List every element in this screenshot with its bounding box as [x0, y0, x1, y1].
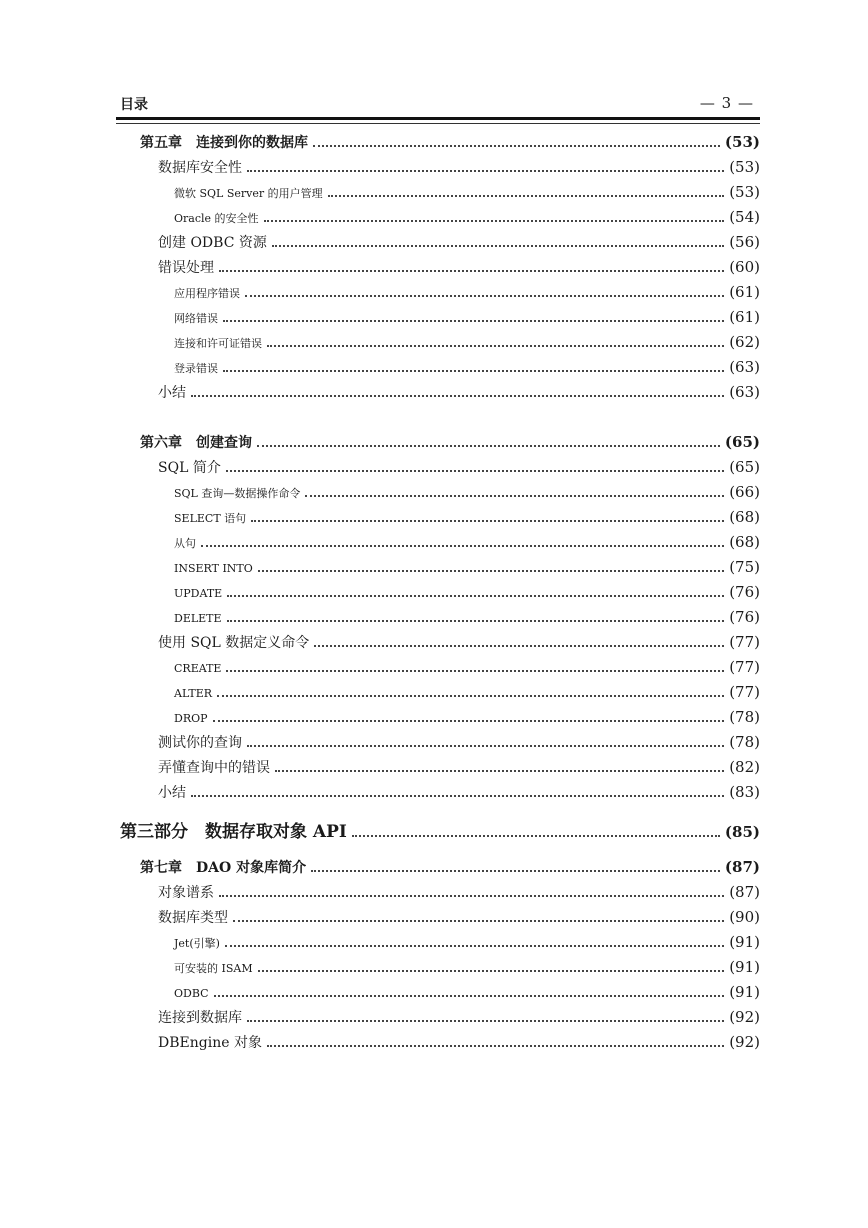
toc-entry — [174, 306, 760, 328]
toc-entry-title: SELECT 语句 — [174, 512, 247, 525]
toc-entry-title: SQL 简介 — [158, 460, 221, 476]
toc-leader-dots — [267, 345, 724, 347]
toc-entry-page: (78) — [729, 733, 760, 751]
toc-entry-page: (63) — [729, 358, 760, 376]
toc-entry-title: 连接到数据库 — [158, 1010, 242, 1026]
toc-leader-dots — [191, 795, 724, 797]
toc-entry — [158, 781, 760, 803]
toc-leader-dots — [225, 945, 724, 947]
toc-entry — [174, 356, 760, 378]
toc-leader-dots — [223, 320, 724, 322]
toc-leader-dots — [247, 745, 724, 747]
toc-leader-dots — [313, 145, 720, 147]
toc-entry-title: 登录错误 — [174, 362, 218, 375]
toc-entry — [174, 506, 760, 528]
toc-entry-page: (78) — [729, 708, 760, 726]
toc-entry-page: (90) — [729, 908, 760, 926]
toc-entry — [174, 581, 760, 603]
toc-entry-title: 小结 — [158, 785, 186, 801]
toc-entry — [174, 706, 760, 728]
toc-leader-dots — [311, 870, 720, 872]
toc-entry — [158, 881, 760, 903]
toc-entry — [158, 631, 760, 653]
toc-leader-dots — [223, 370, 724, 372]
toc-entry-title: 网络错误 — [174, 312, 218, 325]
toc-leader-dots — [305, 495, 724, 497]
toc-leader-dots — [267, 1045, 724, 1047]
toc-entry — [174, 281, 760, 303]
toc-entry — [158, 256, 760, 278]
toc-entry-page: (53) — [729, 158, 760, 176]
toc-entry — [140, 856, 760, 878]
toc-entry-page: (76) — [729, 608, 760, 626]
page-header — [120, 92, 756, 114]
toc-entry-page: (54) — [729, 208, 760, 226]
toc-entry — [158, 731, 760, 753]
toc-entry-title: 连接和许可证错误 — [174, 337, 262, 350]
toc-entry — [174, 331, 760, 353]
toc-entry — [158, 1006, 760, 1028]
toc-leader-dots — [245, 295, 724, 297]
toc-leader-dots — [264, 220, 725, 222]
toc-entry-page: (91) — [729, 933, 760, 951]
toc-entry-page: (83) — [729, 783, 760, 801]
toc-leader-dots — [227, 620, 725, 622]
toc-entry-page: (60) — [729, 258, 760, 276]
toc-leader-dots — [257, 445, 720, 447]
toc-entry-page: (77) — [729, 658, 760, 676]
toc-entry-title: 创建 ODBC 资源 — [158, 235, 267, 251]
toc-entry — [174, 181, 760, 203]
toc-entry — [140, 131, 760, 153]
header-section-title: 目录 — [120, 97, 148, 113]
toc-entry — [158, 156, 760, 178]
toc-entry-page: (66) — [729, 483, 760, 501]
toc-entry — [158, 1031, 760, 1053]
toc-entry-page: (91) — [729, 983, 760, 1001]
toc-leader-dots — [328, 195, 725, 197]
toc-entry — [174, 981, 760, 1003]
toc-entry-page: (53) — [729, 183, 760, 201]
toc-entry-page: (61) — [729, 308, 760, 326]
toc-entry — [174, 206, 760, 228]
toc-entry-title: Jet(引擎) — [174, 937, 220, 950]
toc-leader-dots — [226, 670, 724, 672]
toc-entry-page: (68) — [729, 508, 760, 526]
toc-entry-page: (53) — [724, 133, 760, 151]
toc-entry-title: 第六章 创建查询 — [140, 435, 252, 451]
toc-entry-title: 第七章 DAO 对象库简介 — [140, 860, 307, 876]
toc-entry-page: (91) — [729, 958, 760, 976]
toc-entry-title: 数据库安全性 — [158, 160, 242, 176]
toc-entry-title: 微软 SQL Server 的用户管理 — [174, 187, 323, 200]
toc-entry-title: UPDATE — [174, 587, 223, 600]
toc-leader-dots — [352, 835, 720, 837]
toc-leader-dots — [217, 695, 724, 697]
toc-entry-page: (76) — [729, 583, 760, 601]
toc-entry-page: (62) — [729, 333, 760, 351]
toc-leader-dots — [201, 545, 724, 547]
toc-entry-page: (85) — [724, 823, 760, 841]
toc-entry-page: (92) — [729, 1008, 760, 1026]
toc-entry-title: ALTER — [174, 687, 213, 700]
toc-entry — [140, 431, 760, 453]
toc-entry-page: (63) — [729, 383, 760, 401]
toc-entry-page: (77) — [729, 633, 760, 651]
toc-leader-dots — [226, 470, 724, 472]
toc-leader-dots — [214, 995, 725, 997]
toc-entry — [174, 656, 760, 678]
toc-entry-page: (87) — [729, 883, 760, 901]
toc-entry-page: (87) — [724, 858, 760, 876]
toc-leader-dots — [258, 570, 724, 572]
toc-leader-dots — [191, 395, 724, 397]
toc-entry — [120, 821, 760, 843]
toc-leader-dots — [227, 595, 724, 597]
toc-leader-dots — [258, 970, 725, 972]
toc-leader-dots — [272, 245, 724, 247]
toc-entry-page: (82) — [729, 758, 760, 776]
toc-entry-title: 使用 SQL 数据定义命令 — [158, 635, 310, 651]
toc-entry-page: (65) — [729, 458, 760, 476]
toc-entry — [158, 456, 760, 478]
toc-entry-page: (75) — [729, 558, 760, 576]
toc-leader-dots — [275, 770, 724, 772]
toc-leader-dots — [247, 1020, 724, 1022]
toc-entry-page: (68) — [729, 533, 760, 551]
toc-entry-title: DROP — [174, 712, 208, 725]
toc-entry-title: Oracle 的安全性 — [174, 212, 259, 225]
toc-entry — [174, 531, 760, 553]
toc-entry-title: 可安装的 ISAM — [174, 962, 253, 975]
toc-entry-title: 应用程序错误 — [174, 287, 240, 300]
toc-entry-title: INSERT INTO — [174, 562, 253, 575]
toc-entry — [158, 231, 760, 253]
toc-entry-title: 对象谱系 — [158, 885, 214, 901]
toc-leader-dots — [247, 170, 724, 172]
toc-entry-page: (77) — [729, 683, 760, 701]
toc-entry-title: 错误处理 — [158, 260, 214, 276]
toc-entry-title: 测试你的查询 — [158, 735, 242, 751]
toc-entry-title: CREATE — [174, 662, 222, 675]
toc-entry — [174, 606, 760, 628]
toc-leader-dots — [213, 720, 725, 722]
toc-entry-title: 第五章 连接到你的数据库 — [140, 135, 308, 151]
toc-entry — [174, 956, 760, 978]
header-page-number: — 3 — — [699, 94, 754, 112]
toc-leader-dots — [251, 520, 724, 522]
toc-entry — [158, 381, 760, 403]
toc-entry-title: 第三部分 数据存取对象 API — [120, 822, 347, 842]
toc-entry — [158, 756, 760, 778]
toc-entry-title: 弄懂查询中的错误 — [158, 760, 270, 776]
header-rule-thin — [116, 123, 760, 124]
toc-entry — [174, 481, 760, 503]
toc-entry-page: (56) — [729, 233, 760, 251]
toc-entry — [174, 931, 760, 953]
header-rule-thick — [116, 117, 760, 120]
toc-entry-title: DELETE — [174, 612, 222, 625]
toc-entry-title: DBEngine 对象 — [158, 1035, 262, 1051]
toc-leader-dots — [219, 270, 724, 272]
toc-entry-title: 从句 — [174, 537, 196, 550]
toc-entry-page: (92) — [729, 1033, 760, 1051]
toc-entry — [158, 906, 760, 928]
toc-entry — [174, 681, 760, 703]
toc-entry — [174, 556, 760, 578]
toc-leader-dots — [314, 645, 724, 647]
toc-entry-title: 小结 — [158, 385, 186, 401]
toc-entry-page: (61) — [729, 283, 760, 301]
toc-entry-title: ODBC — [174, 987, 209, 1000]
toc-leader-dots — [233, 920, 724, 922]
toc-leader-dots — [219, 895, 724, 897]
toc-entry-title: SQL 查询—数据操作命令 — [174, 487, 301, 500]
toc-entry-title: 数据库类型 — [158, 910, 228, 926]
toc-entry-page: (65) — [724, 433, 760, 451]
